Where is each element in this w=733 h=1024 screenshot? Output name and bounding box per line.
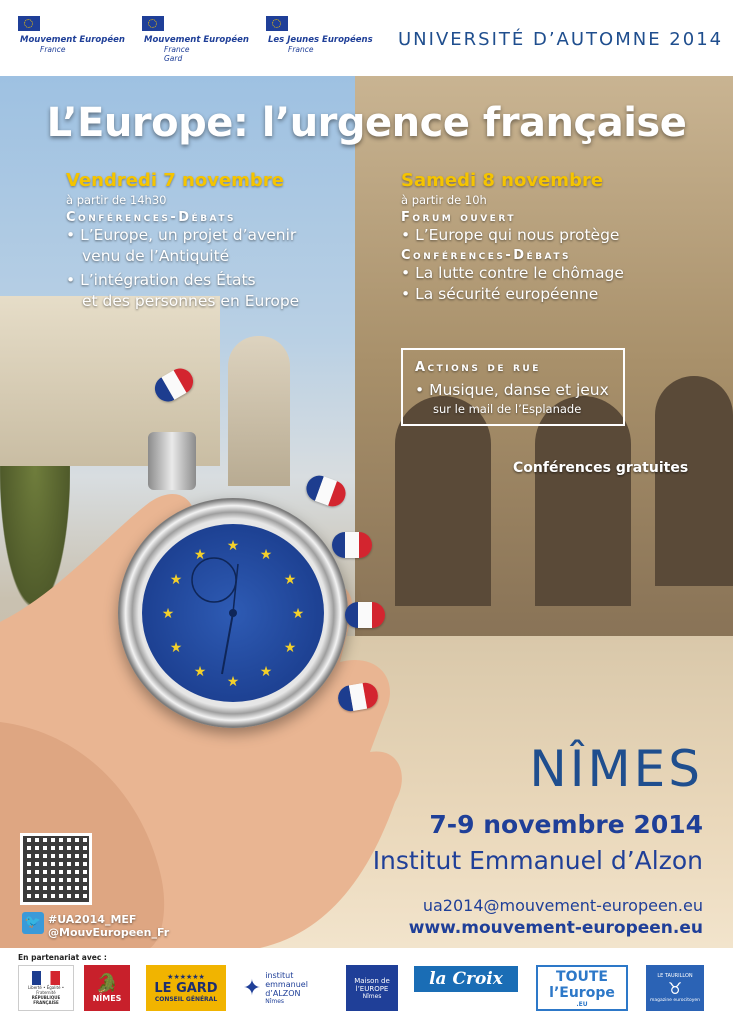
svg-text:★: ★ [226,674,240,690]
org-logo-mouvement-europeen-france [18,16,125,54]
partners-label: En partenariat avec : [18,953,107,962]
friday-section-title: Conférences-Débats [66,210,236,225]
svg-text:★: ★ [283,640,297,656]
logo-le-gard: ★★★★★★ LE GARD CONSEIL GÉNÉRAL [146,965,226,1011]
org-sub2: Gard [164,54,183,63]
twitter-hashtag[interactable]: #UA2014_MEF [48,913,137,926]
twitter-icon: 🐦 [22,912,44,934]
qr-code[interactable] [20,833,92,905]
svg-text:★: ★ [169,572,183,588]
logo-nimes: 🐊 NÎMES [84,965,130,1011]
svg-text:★: ★ [259,547,273,563]
svg-text:★: ★ [193,664,207,680]
figure-icon: ✦ [242,975,262,1001]
org-logo-mouvement-europeen-gard [142,16,249,63]
svg-text:★: ★ [291,606,305,622]
saturday-conf-item: • La sécurité européenne [401,285,599,303]
arena-arch [655,376,733,586]
header-bar [0,0,733,76]
logo-maison-de-leurope: Maison de l’EUROPE Nîmes [346,965,398,1011]
nail-french-flag [345,602,385,628]
street-actions-title: Actions de rue [415,360,541,375]
main-title: L’Europe: l’urgence française [46,100,687,146]
stars-icon: ★★★★★★ [167,973,205,981]
arena-arch [535,396,631,606]
org-logo-jeunes-europeens [266,16,373,54]
stopwatch-eu-dial [142,524,324,702]
org-sub: France [40,45,66,54]
saturday-conf-item: • La lutte contre le chômage [401,264,624,282]
svg-text:★: ★ [259,664,273,680]
svg-text:★: ★ [226,538,240,554]
friday-date: Vendredi 7 novembre [66,170,284,191]
website-link[interactable]: www.mouvement-europeen.eu [408,918,703,938]
logo-republique-francaise: Liberté • Égalité • Fraternité RÉPUBLIQUE FRANÇAISE [18,965,74,1011]
org-name: Les Jeunes Européens [268,35,373,45]
street-actions-item: • Musique, danse et jeux [415,381,609,399]
free-conferences-note: Conférences gratuites [513,460,689,476]
saturday-program [401,170,701,305]
street-actions-note: sur le mail de l’Esplanade [433,402,582,416]
contact-email[interactable]: ua2014@mouvement-europeen.eu [422,896,703,915]
friday-time: à partir de 14h30 [66,193,167,207]
logo-institut-emmanuel-dalzon: ✦ institut emmanuel d’ALZON Nîmes [242,971,308,1005]
saturday-date: Samedi 8 novembre [401,170,604,191]
city-name: NÎMES [529,740,703,798]
svg-text:★: ★ [193,547,207,563]
event-dates: 7-9 novembre 2014 [429,810,703,839]
eu-flag-icon [18,16,40,31]
eu-stars-icon [142,524,324,702]
bull-icon: ♉ [667,979,683,998]
friday-item: • L’intégration des États et des personnes en Europe [66,271,300,310]
svg-text:★: ★ [283,572,297,588]
org-sub: France [164,45,190,54]
street-actions-box [401,348,625,426]
stopwatch-crown [148,432,196,490]
friday-program [66,170,356,312]
event-name: UNIVERSITÉ D’AUTOMNE 2014 [398,29,724,50]
org-name: Mouvement Européen [144,35,249,45]
nail-french-flag [332,532,372,558]
friday-item: • L’Europe, un projet d’avenir venu de l’Antiquité [66,226,297,265]
forum-item: • L’Europe qui nous protège [401,226,620,244]
church-dome [228,336,290,486]
svg-text:★: ★ [161,606,175,622]
eu-flag-icon [266,16,288,31]
saturday-conf-section-title: Conférences-Débats [401,248,571,263]
org-name: Mouvement Européen [20,35,125,45]
org-sub: France [288,45,314,54]
forum-section-title: Forum ouvert [401,210,516,225]
saturday-time: à partir de 10h [401,193,487,207]
logo-la-croix: la Croix [414,966,518,992]
twitter-handle[interactable]: @MouvEuropeen_Fr [48,926,170,939]
venue-name: Institut Emmanuel d’Alzon [372,846,703,875]
logo-le-taurillon: LE TAURILLON ♉ magazine eurocitoyen [646,965,704,1011]
logo-toute-leurope: TOUTE l’Europe .EU [536,965,628,1011]
svg-text:★: ★ [169,640,183,656]
crocodile-icon: 🐊 [95,973,119,994]
eu-flag-icon [142,16,164,31]
marianne-icon [32,971,60,985]
